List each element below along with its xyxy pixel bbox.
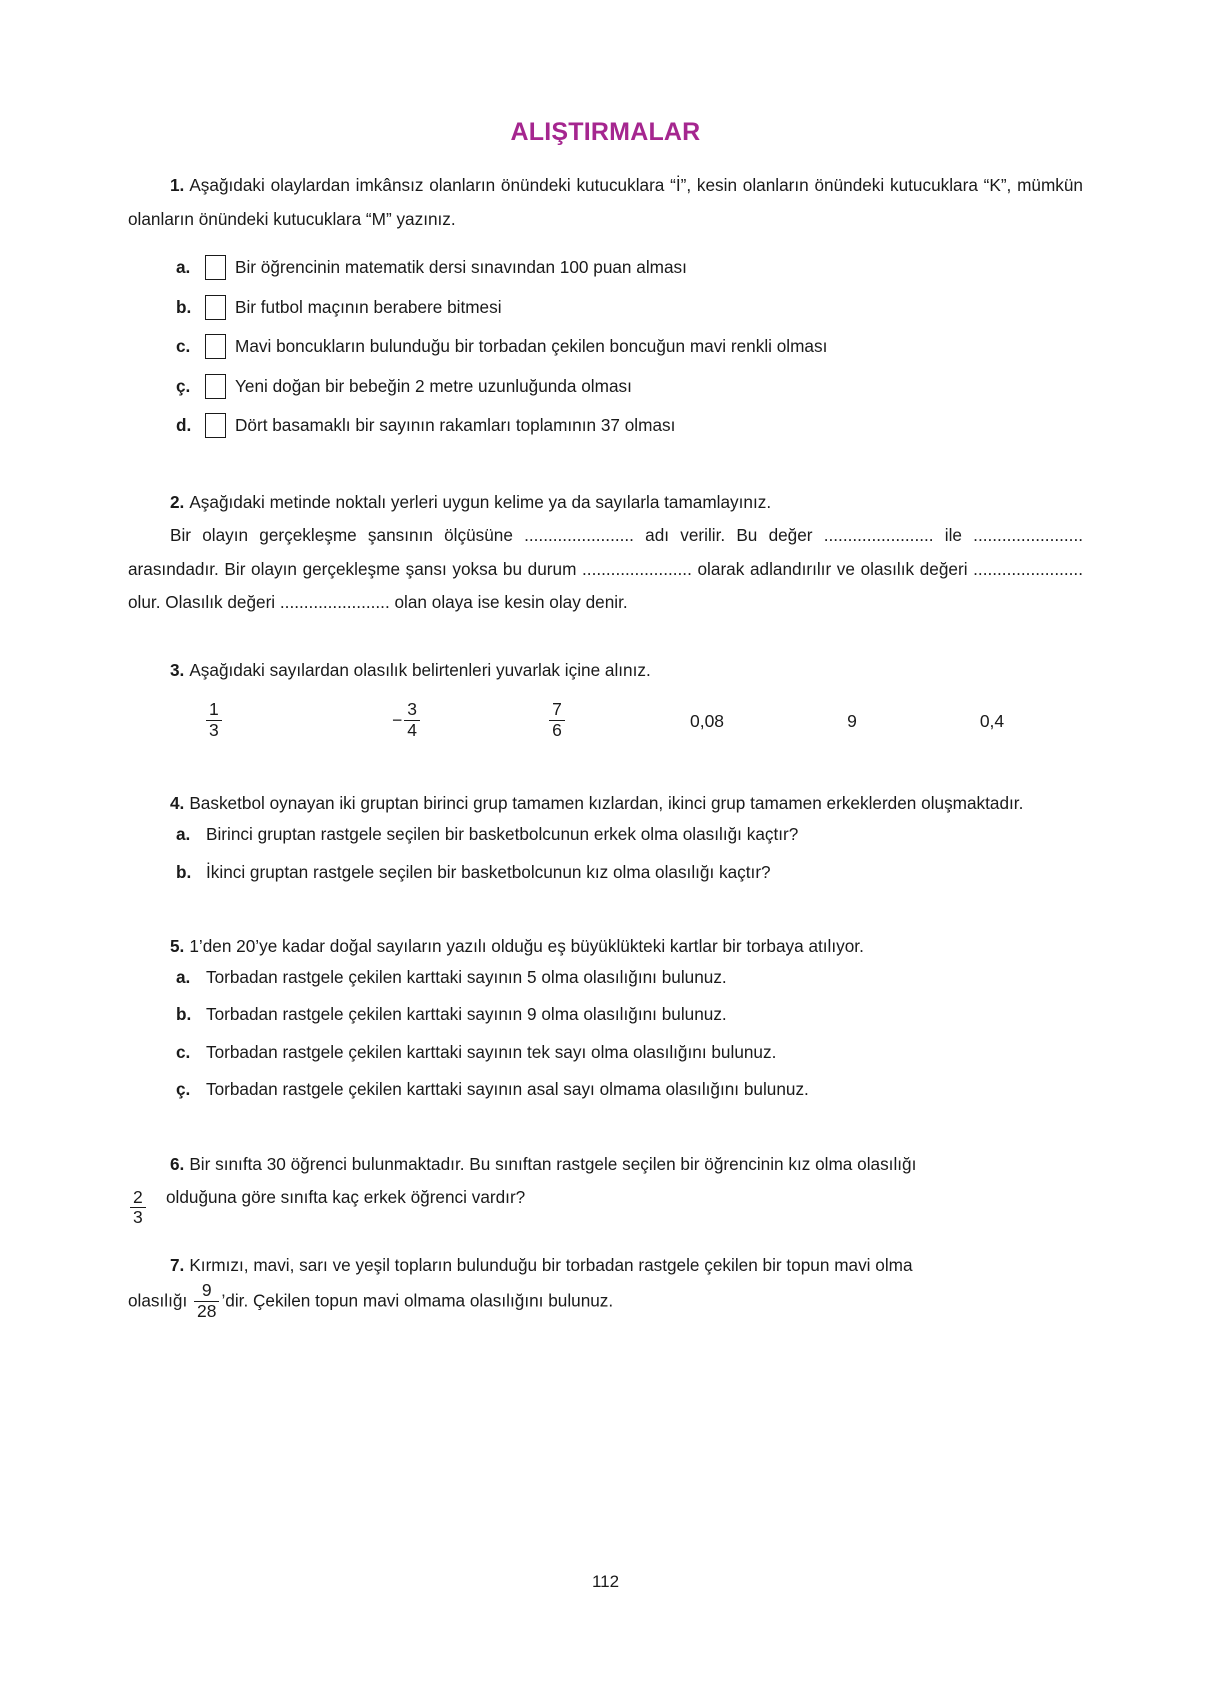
question-6-line1 bbox=[128, 1148, 1083, 1182]
list-item bbox=[128, 964, 1083, 992]
item-text: Torbadan rastgele çekilen karttaki sayının 5 olma olasılığını bulunuz. bbox=[206, 966, 727, 987]
question-2 bbox=[128, 486, 1083, 620]
question-3-prompt bbox=[128, 654, 1083, 688]
list-item bbox=[128, 254, 1083, 282]
question-1-list bbox=[128, 254, 1083, 440]
item-text: Yeni doğan bir bebeğin 2 metre uzunluğunda olması bbox=[235, 375, 632, 396]
item-label: ç. bbox=[176, 375, 191, 396]
question-5-prompt-text: 1’den 20’ye kadar doğal sayıların yazılı olduğu eş büyüklükteki kartlar bir torbaya atılıyor. bbox=[189, 936, 864, 957]
question-5-prompt bbox=[128, 930, 1083, 964]
number-option-2[interactable] bbox=[332, 701, 482, 741]
fraction-nine-twentyeighths bbox=[194, 1281, 219, 1321]
question-7-line2-after: ’dir. Çekilen topun mavi olmama olasılığını bulunuz. bbox=[221, 1290, 614, 1311]
spacer bbox=[128, 236, 1083, 254]
number-option-4[interactable]: 0,08 bbox=[689, 710, 725, 731]
list-item bbox=[128, 821, 1083, 849]
page-title: ALIŞTIRMALAR bbox=[510, 118, 701, 146]
item-label: a. bbox=[176, 824, 191, 845]
item-label: c. bbox=[176, 336, 191, 357]
question-7-line2 bbox=[128, 1282, 1083, 1322]
fraction-numerator: 2 bbox=[133, 1186, 143, 1207]
list-item bbox=[128, 859, 1083, 887]
item-text: Bir futbol maçının berabere bitmesi bbox=[235, 296, 502, 317]
question-1-number: 1. bbox=[170, 175, 185, 195]
item-label: d. bbox=[176, 415, 192, 436]
spacer bbox=[128, 1215, 1083, 1249]
number-option-6[interactable]: 0,4 bbox=[979, 710, 1005, 731]
item-label: a. bbox=[176, 966, 191, 987]
fraction-denominator: 3 bbox=[130, 1207, 146, 1228]
question-5 bbox=[128, 930, 1083, 1104]
answer-checkbox[interactable] bbox=[205, 255, 226, 280]
question-2-number: 2. bbox=[170, 491, 185, 512]
question-4 bbox=[128, 787, 1083, 886]
fraction-three-quarters bbox=[404, 700, 420, 740]
question-5-list bbox=[128, 964, 1083, 1104]
question-5-number: 5. bbox=[170, 936, 185, 957]
item-text: İkinci gruptan rastgele seçilen bir basketbolcunun kız olma olasılığı kaçtır? bbox=[206, 861, 771, 882]
number-option-5[interactable]: 9 bbox=[847, 710, 857, 731]
question-2-prompt bbox=[128, 486, 1083, 520]
question-6-number: 6. bbox=[170, 1153, 185, 1174]
minus-sign: − bbox=[392, 709, 403, 730]
fraction-denominator: 4 bbox=[404, 720, 420, 741]
fraction-denominator: 6 bbox=[549, 720, 565, 741]
item-text: Mavi boncukların bulunduğu bir torbadan çekilen boncuğun mavi renkli olması bbox=[235, 336, 828, 357]
question-2-body: Bir olayın gerçekleşme şansının ölçüsüne ....................... adı verilir. Bu değer ....................... ile ....................... arasındadır. Bir olayın gerçekleşme şansı yoksa bu durum ....................... olarak adlandırılır ve olasılık değeri ....................... olur. Olasılık değeri ....................... olan olaya ise kesin olay denir. bbox=[128, 525, 1083, 613]
answer-checkbox[interactable] bbox=[205, 413, 226, 438]
question-3-number-row bbox=[128, 701, 1083, 741]
fraction-numerator: 9 bbox=[201, 1280, 212, 1301]
question-6-line2: olduğuna göre sınıfta kaç erkek öğrenci vardır? bbox=[166, 1187, 526, 1208]
fraction-one-third bbox=[206, 700, 222, 740]
fraction-numerator: 3 bbox=[407, 699, 417, 720]
list-item bbox=[128, 1076, 1083, 1104]
question-3-prompt-text: Aşağıdaki sayılardan olasılık belirtenleri yuvarlak içine alınız. bbox=[189, 659, 651, 680]
list-item bbox=[128, 373, 1083, 401]
number-option-1[interactable] bbox=[176, 701, 332, 741]
question-7-line2-before: olasılığı bbox=[128, 1290, 188, 1311]
item-text: Torbadan rastgele çekilen karttaki sayının 9 olma olasılığını bulunuz. bbox=[206, 1004, 727, 1025]
fraction-numerator: 7 bbox=[552, 699, 562, 720]
question-7-line1-text: Kırmızı, mavi, sarı ve yeşil topların bulunduğu bir torbadan rastgele çekilen bir topun mavi olma bbox=[189, 1254, 913, 1275]
spacer bbox=[128, 620, 1083, 654]
question-4-number: 4. bbox=[170, 793, 185, 814]
fraction-denominator: 3 bbox=[206, 720, 222, 741]
question-7 bbox=[128, 1249, 1083, 1323]
item-label: b. bbox=[176, 296, 192, 317]
question-7-number: 7. bbox=[170, 1254, 185, 1275]
question-6-line1-text: Bir sınıfta 30 öğrenci bulunmaktadır. Bu sınıftan rastgele seçilen bir öğrencinin kız olma olasılığı bbox=[189, 1153, 917, 1174]
list-item bbox=[128, 412, 1083, 440]
question-4-prompt-text: Basketbol oynayan iki gruptan birinci grup tamamen kızlardan, ikinci grup tamamen erkeklerden oluşmaktadır. bbox=[189, 793, 1024, 814]
fraction-numerator: 1 bbox=[209, 699, 219, 720]
number-option-3[interactable] bbox=[482, 701, 632, 741]
question-3 bbox=[128, 654, 1083, 742]
item-label: ç. bbox=[176, 1079, 191, 1100]
question-1-prompt bbox=[128, 169, 1083, 236]
item-text: Dört basamaklı bir sayının rakamları toplamının 37 olması bbox=[235, 415, 676, 436]
fraction-two-thirds bbox=[130, 1188, 146, 1228]
item-label: a. bbox=[176, 257, 191, 278]
list-item bbox=[128, 1001, 1083, 1029]
list-item bbox=[128, 1039, 1083, 1067]
question-7-line1 bbox=[128, 1249, 1083, 1283]
list-item bbox=[128, 294, 1083, 322]
question-4-prompt bbox=[128, 787, 1083, 821]
item-text: Torbadan rastgele çekilen karttaki sayının asal sayı olmama olasılığını bulunuz. bbox=[206, 1079, 809, 1100]
spacer bbox=[128, 1114, 1083, 1148]
item-label: b. bbox=[176, 1004, 192, 1025]
answer-checkbox[interactable] bbox=[205, 295, 226, 320]
fraction-denominator: 28 bbox=[194, 1301, 219, 1322]
item-text: Bir öğrencinin matematik dersi sınavından 100 puan alması bbox=[235, 257, 687, 278]
answer-checkbox[interactable] bbox=[205, 334, 226, 359]
item-label: c. bbox=[176, 1041, 191, 1062]
question-1-prompt-text: Aşağıdaki olaylardan imkânsız olanların önündeki kutucuklara “İ”, kesin olanların önündeki kutucuklara “K”, mümkün olanların önündeki kutucuklara “M” yazınız. bbox=[128, 175, 1083, 229]
page-number: 112 bbox=[591, 1572, 620, 1591]
question-2-prompt-text: Aşağıdaki metinde noktalı yerleri uygun kelime ya da sayılarla tamamlayınız. bbox=[189, 491, 772, 512]
spacer bbox=[128, 741, 1083, 787]
list-item bbox=[128, 333, 1083, 361]
item-text: Torbadan rastgele çekilen karttaki sayının tek sayı olma olasılığını bulunuz. bbox=[206, 1041, 777, 1062]
question-4-list bbox=[128, 821, 1083, 886]
spacer bbox=[128, 896, 1083, 930]
fraction-seven-sixths bbox=[549, 700, 565, 740]
question-3-number: 3. bbox=[170, 659, 185, 680]
item-text: Birinci gruptan rastgele seçilen bir basketbolcunun erkek olma olasılığı kaçtır? bbox=[206, 824, 799, 845]
spacer bbox=[128, 452, 1083, 486]
question-6 bbox=[128, 1148, 1083, 1228]
answer-checkbox[interactable] bbox=[205, 374, 226, 399]
question-1 bbox=[128, 169, 1083, 440]
item-label: b. bbox=[176, 861, 192, 882]
